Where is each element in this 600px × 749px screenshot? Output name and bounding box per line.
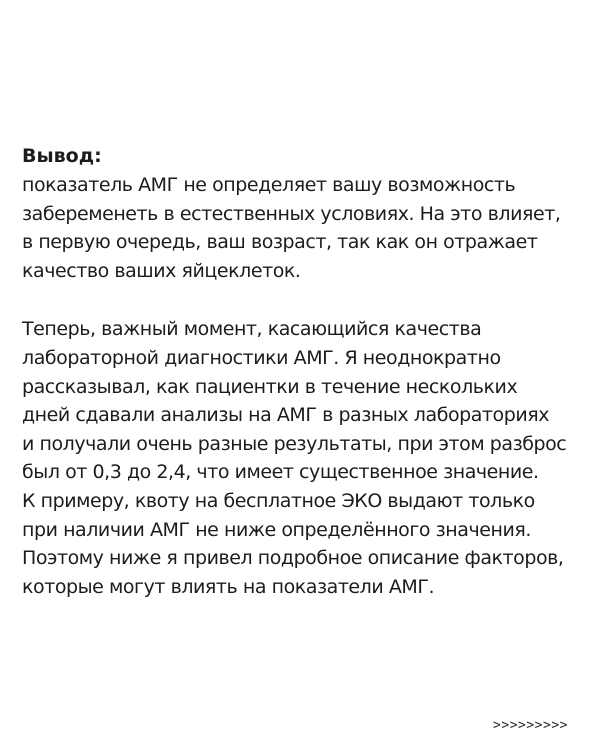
text-line: качество ваших яйцеклеток. [22, 259, 301, 282]
article-body [22, 142, 592, 601]
text-line: К примеру, квоту на бесплатное ЭКО выдают только [22, 489, 535, 512]
text-line: лабораторной диагностики АМГ. Я неоднократно [22, 346, 501, 369]
text-line: Теперь, важный момент, касающийся качества [22, 318, 482, 341]
paragraph-spacer [22, 285, 592, 315]
text-line: был от 0,3 до 2,4, что имеет существенное значение. [22, 461, 539, 484]
text-line: забеременеть в естественных условиях. На это влияет, [22, 202, 561, 225]
text-line: рассказывал, как пациентки в течение нескольких [22, 375, 518, 398]
text-line: Поэтому ниже я привел подробное описание факторов, [22, 547, 564, 570]
text-line: дней сдавали анализы на АМГ в разных лабораториях [22, 404, 550, 427]
text-line: в первую очередь, ваш возраст, так как он отражает [22, 231, 538, 254]
text-line: которые могут влиять на показатели АМГ. [22, 575, 435, 598]
paragraph-conclusion [22, 171, 592, 285]
next-slide-indicator[interactable]: >>>>>>>>> [493, 718, 568, 733]
text-line: показатель АМГ не определяет вашу возможность [22, 174, 516, 196]
text-line: при наличии АМГ не ниже определённого значения. [22, 518, 531, 541]
conclusion-heading: Вывод: [22, 145, 102, 167]
paragraph-lab-diagnostics [22, 315, 592, 601]
text-line: и получали очень разные результаты, при этом разброс [22, 432, 567, 455]
